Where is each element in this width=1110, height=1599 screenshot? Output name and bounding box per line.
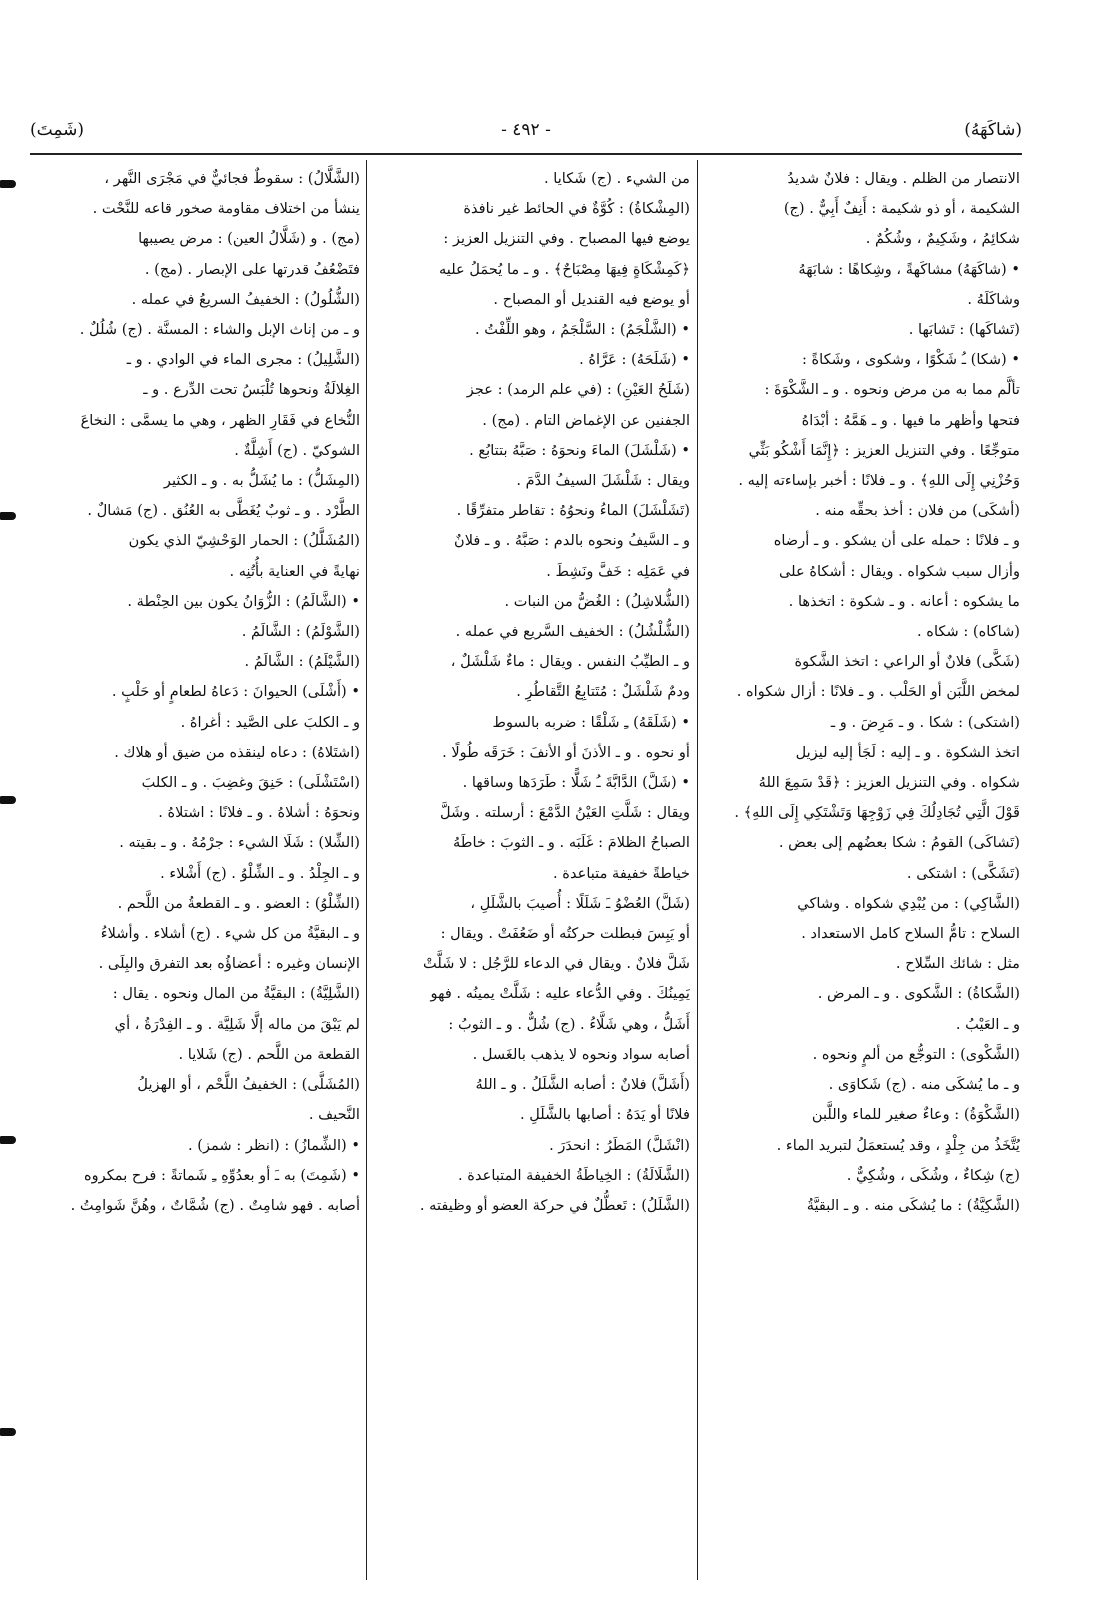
text-line: يوضع فيها المصباح . وفي التنزيل العزيز : (443, 230, 690, 248)
text-line: تألَّم مما به من مرض ونحوه . و ـ الشَّكْوَةَ : (764, 381, 1020, 399)
text-column-middle (375, 164, 690, 1564)
text-line: (الشَّكْوى) : التوجُّع من ألمٍ ونحوه . (812, 1045, 1020, 1063)
text-column-left (38, 164, 360, 1564)
text-line: (الشَّوْلَمُ) : الشَّالَمُ . (241, 623, 360, 641)
text-line: الطَّرْد . و ـ ثوبٌ يُغَطَّى به العُنُق . (ج) مَشالٌ . (87, 502, 360, 520)
text-line: الغِلالَةُ ونحوها تُلْبَسُ تحت الدِّرع . و ـ (143, 381, 360, 399)
text-line: و ـ ما يُشكَى منه . (ج) شَكاوَى . (828, 1076, 1020, 1094)
text-line: الانتصار من الظلم . ويقال : فلانٌ شديدُ (787, 170, 1020, 187)
text-line: الصباحُ الظلامَ : غَلَبَه . و ـ الثوبَ : خاطَهُ (453, 834, 690, 852)
text-line: (المُشَلَّى) : الخفيفُ اللَّحْم ، أو الهزيلُ (137, 1076, 360, 1094)
text-line: (تَشاكَها) : تَشابَها . (908, 321, 1020, 339)
text-line: • (أَشْلَى) الحيوانَ : دَعاهُ لطعامٍ أو حَلْبٍ . (111, 683, 360, 701)
text-line: (اسْتَشْلَى) : حَنِقَ وغضِبَ . و ـ الكلبَ (141, 774, 360, 792)
text-line: (تَشاكَى) القومُ : شكا بعضُهم إلى بعض . (778, 834, 1020, 852)
text-line: ويقال : شَلْشَلَ السيفُ الدَّمَ . (516, 472, 690, 490)
text-line: لمخض اللَّبَن أو الحَلْب . و ـ فلانًا : أزال شكواه . (736, 683, 1020, 701)
text-line: الشكيمة ، أو ذو شكيمة : أَنِفٌ أَبِيٌّ . (ج) (783, 200, 1020, 218)
text-line: (تَشَلْشَلَ) الماءُ ونحوُهُ : تقاطر متفرِّقًا . (456, 502, 690, 520)
text-line: وَحُزْنِي إِلَى اللهِ﴾ . و ـ فلانًا : أخبر بإساءته إليه . (738, 472, 1020, 490)
column-divider (366, 160, 367, 1580)
text-line: (الشُّلُولُ) : الخفيفُ السريعُ في عمله . (131, 290, 360, 308)
text-line: (الشَّلَلُ) : تَعطُّلٌ في حركة العضو أو وظيفته . (419, 1196, 690, 1214)
text-line: (شَكَّى) فلانٌ أو الراعي : اتخذ الشَّكوة (794, 653, 1020, 671)
text-line: (الشَّاكِي) : من يُبْدِي شكواه . وشاكي (797, 894, 1020, 912)
page-number: - ٤٩٢ - (501, 120, 551, 140)
text-line: شَلَّ فلانٌ . ويقال في الدعاء للرَّجُل : لا شَلَّتْ (423, 955, 690, 973)
text-line: النُّخاع في فَقَارِ الظهر ، وهي ما يسمَّى : النخاعَ (80, 411, 360, 429)
text-line: • (الشَّالَمُ) : الزُّوَانُ يكون بين الحِنْطة . (127, 592, 360, 610)
text-line: • (شَلَحَهُ) : عَرَّاهُ . (579, 351, 690, 369)
text-line: و ـ من إناث الإبل والشاء : المسنَّة . (ج) شُلُلٌ . (79, 321, 360, 339)
text-line: في عَمَلِه : خَفَّ ونَشِطَ . (546, 562, 690, 580)
text-line: و ـ العَيْبُ . (955, 1015, 1020, 1033)
text-line: (الشَّلَالَةُ) : الخِياطَةُ الخفيفة المتباعدة . (458, 1166, 690, 1184)
text-line: • (شَلَقَهُ) ـِ شَلْقًا : ضربه بالسوط (492, 713, 690, 731)
header-rule (30, 153, 1022, 155)
text-line: (الشَّيْلَمُ) : الشَّالَمُ . (244, 653, 360, 671)
margin-mark (0, 180, 16, 188)
text-line: خياطةً خفيفة متباعدة . (553, 864, 690, 882)
header-right-keyword: (شاكَهَهُ) (964, 120, 1022, 140)
text-line: (الشَّكْوَةُ) : وعاءٌ صغير للماء واللَّبن (811, 1106, 1020, 1124)
text-line: (ج) شِكاءٌ ، وشُكَى ، وشُكِيٌّ . (846, 1166, 1020, 1184)
text-line: (اشتَلاهُ) : دعاه لينقذه من ضيق أو هلاك . (114, 743, 360, 761)
text-line: • (شَلَّ) الدَّابَّةَ ـُ شَلًّا : طَرَدَها وساقها . (462, 774, 690, 792)
text-column-right (705, 164, 1020, 1564)
text-line: • (شكا) ـُ شَكْوًا ، وشكوى ، وشَكاةً : (801, 351, 1020, 369)
text-line: (تَشَكَّى) : اشتكى . (906, 864, 1020, 882)
text-line: ينشأ من اختلاف مقاومة صخور قاعه للنَّحْت . (92, 200, 360, 218)
text-line: (انْشَلَّ) المَطَرُ : انحدَرَ . (549, 1136, 690, 1154)
text-line: القطعة من اللَّحم . (ج) شَلايا . (178, 1045, 360, 1063)
text-line: أو نحوه . و ـ الأذنَ أو الأنفَ : خَرَقَه طُولًا . (442, 743, 690, 761)
text-line: الشوكيّ . (ج) أَشِلَّةٌ . (234, 441, 360, 459)
text-line: النَّحيف . (308, 1106, 360, 1124)
text-line: (الشَّلِيلُ) : مجرى الماء في الوادي . و ـ (126, 351, 360, 369)
text-line: (الشَّلِيَّةُ) : البقيَّةُ من المال ونحوه . يقال : (112, 985, 360, 1003)
text-line: (مج) . و (شَلَّالُ العين) : مرض يصيبها (138, 230, 360, 248)
text-line: (المِشَلُّ) : ما يُشَلُّ به . و ـ الكثير (163, 472, 360, 490)
text-line: (المِشْكاةُ) : كُوَّةٌ في الحائط غير نافذة (463, 200, 690, 218)
text-line: (الشُّلاشِلُ) : الغُضُّ من النبات . (504, 592, 690, 610)
text-line: يَمِينُكَ . وفي الدُّعاء عليه : شَلَّتْ يمينُه . فهو (430, 985, 690, 1003)
text-line: • (الشَّلْجَمُ) : السَّلْجَمُ ، وهو اللِّفْتُ . (474, 321, 690, 339)
text-line: أو يوضع فيه القنديل أو المصباح . (493, 290, 690, 308)
text-line: فتحها وأظهر ما فيها . و ـ هَمَّهُ : أبْدَاهُ (801, 411, 1020, 429)
margin-mark (0, 512, 16, 520)
text-line: و ـ البقيَّةُ من كل شيء . (ج) أشلاء . وأشلاءُ (100, 925, 360, 943)
text-line: لم يَبْقَ من ماله إلَّا شَلِيَّة . و ـ الفِدْرَةُ ، أي (114, 1015, 360, 1033)
text-line: (أشكَى) من فلان : أخذ بحقِّه منه . (815, 502, 1020, 520)
text-line: (شَلَّ) العُضْوُ ـَ شَلَلًا : أُصيبَ بالشَّلَلِ ، (470, 894, 690, 912)
text-line: ﴿كَمِشْكَاةٍ فِيهَا مِصْبَاحٌ﴾ . و ـ ما يُحمَلُ عليه (438, 260, 690, 278)
text-line: ما يشكوه : أعانه . و ـ شكوة : اتخذها . (788, 592, 1020, 610)
text-line: الإنسان وغيره : أعضاؤُه بعد التفرق والبِلَى . (98, 955, 360, 973)
text-line: (الشِّلْوُ) : العضو . و ـ القطعةُ من اللَّحم . (117, 894, 360, 912)
text-line: • (شَمِتَ) به ـَ أو بعدُوِّهِ ـِ شَماتةً : فرح بمكروه (83, 1166, 360, 1184)
text-line: ويقال : شَلَّتِ العَيْنُ الدَّمْعَ : أرسلته . وشَلَّ (439, 804, 690, 822)
text-line: وأزال سبب شكواه . ويقال : أشكاهُ على (778, 562, 1020, 580)
text-line: اتخذ الشكوة . و ـ إليه : لَجَأ إليه ليزيل (795, 743, 1020, 761)
text-line: السلاح : تامُّ السلاح كامل الاستعداد . (801, 925, 1020, 943)
column-divider (697, 160, 698, 1580)
text-line: و ـ الطيِّبُ النفس . ويقال : ماءٌ شَلْشَلٌ ، (450, 653, 690, 671)
text-line: ودمٌ شَلْشَلٌ : مُتَتابِعُ التَّقاطُرِ . (516, 683, 690, 701)
page-header (30, 112, 1022, 152)
text-line: مثل : شائك السِّلاح . (895, 955, 1020, 973)
text-line: • (شَلْشَلَ) الماءَ ونحوَهُ : صَبَّهُ بتتابُع . (469, 441, 690, 459)
text-line: وشاكَلَهُ . (967, 290, 1020, 308)
margin-mark (0, 1136, 16, 1144)
text-line: (الشَّلَّالُ) : سقوطٌ فجائيٌّ في مَجْرَى النَّهر ، (104, 170, 360, 187)
header-left-keyword: (شَمِتَ) (30, 120, 85, 140)
text-line: ونحوَهُ : أشلاهُ . و ـ فلانًا : اشتلاهُ . (158, 804, 360, 822)
text-line: (اشتكى) : شكا . و ـ مَرِضَ . و ـ (830, 713, 1020, 731)
text-line: و ـ فلانًا : حمله على أن يشكو . و ـ أرضاه (773, 532, 1020, 550)
text-line: من الشيء . (ج) شَكايا . (544, 170, 690, 187)
text-line: (المُشَلَّلُ) : الحمار الوَحْشِيّ الذي يكون (128, 532, 360, 550)
text-line: أصابه . فهو شامِتٌ . (ج) شُمَّاتٌ ، وهُنَّ شَوامِتُ . (70, 1196, 360, 1214)
text-line: فلانًا أو يَدَهُ : أصابها بالشَّلَلِ . (519, 1106, 690, 1124)
text-line: (شاكاه) : شكاه . (917, 623, 1020, 641)
text-line: الجفنين عن الإغماض التام . (مج) . (482, 411, 690, 429)
margin-mark (0, 1428, 16, 1436)
text-line: (الشَّكِيَّةُ) : ما يُشكَى منه . و ـ البقيَّةُ (806, 1196, 1020, 1214)
text-line: و ـ الكلبَ على الصَّيد : أغراهُ . (180, 713, 360, 731)
text-line: يُتَّخَذُ من جِلْدٍ ، وقد يُستعمَلُ لتبريد الماء . (776, 1136, 1020, 1154)
text-line: أصابه سواد ونحوه لا يذهب بالغَسل . (472, 1045, 690, 1063)
text-line: قَوْلَ الَّتِي تُجَادِلُكَ فِي زَوْجِهَا وَتَشْتَكِي إِلَى اللهِ﴾ . (734, 804, 1020, 822)
text-line: نهايةً في العناية بأُتُنِه . (229, 562, 360, 580)
text-line: (الشَّكاةُ) : الشَّكوى . و ـ المرض . (817, 985, 1020, 1003)
text-line: و ـ الجِلْدُ . و ـ الشِّلْوُ . (ج) أَشْلاء . (160, 864, 360, 882)
text-line: • (شاكَهَهُ) مشاكَهةً ، وشِكاهًا : شابَهَهُ (798, 260, 1020, 278)
text-line: فتَضْعُفُ قدرتها على الإبصار . (مج) . (144, 260, 360, 278)
text-line: (الشِّلا) : شَلَا الشيء : جرْمُهُ . و ـ بقيته . (119, 834, 360, 852)
text-line: (شَلَحُ العَيْنِ) : (في علم الرمد) : عجز (466, 381, 690, 399)
text-line: شكواه . وفي التنزيل العزيز : ﴿قَدْ سَمِعَ اللهُ (758, 774, 1020, 792)
text-line: متوجِّعًا . وفي التنزيل العزيز : ﴿إِنَّمَا أَشْكُو بَثِّي (748, 441, 1020, 459)
text-line: شكائِمُ ، وشَكِيمٌ ، وشُكُمٌ . (865, 230, 1020, 248)
text-line: • (الشِّمازُ) : (انظر : شمز) . (188, 1136, 360, 1154)
text-line: أَشَلُّ ، وهي شَلَّاءُ . (ج) شُلٌّ . و ـ الثوبُ : (448, 1015, 690, 1033)
text-line: و ـ السَّيفُ ونحوه بالدم : صَبَّهُ . و ـ فلانٌ (453, 532, 690, 550)
margin-mark (0, 796, 16, 804)
text-line: أو يَبِسَ فبطلت حركتُه أو ضَعُفَتْ . ويقال : (440, 925, 690, 943)
text-line: (الشُّلْشُلُ) : الخفيف السَّريع في عمله . (455, 623, 690, 641)
text-line: (أَشَلَّ) فلانٌ : أصابه الشَّلَلُ . و ـ اللهُ (475, 1076, 690, 1094)
